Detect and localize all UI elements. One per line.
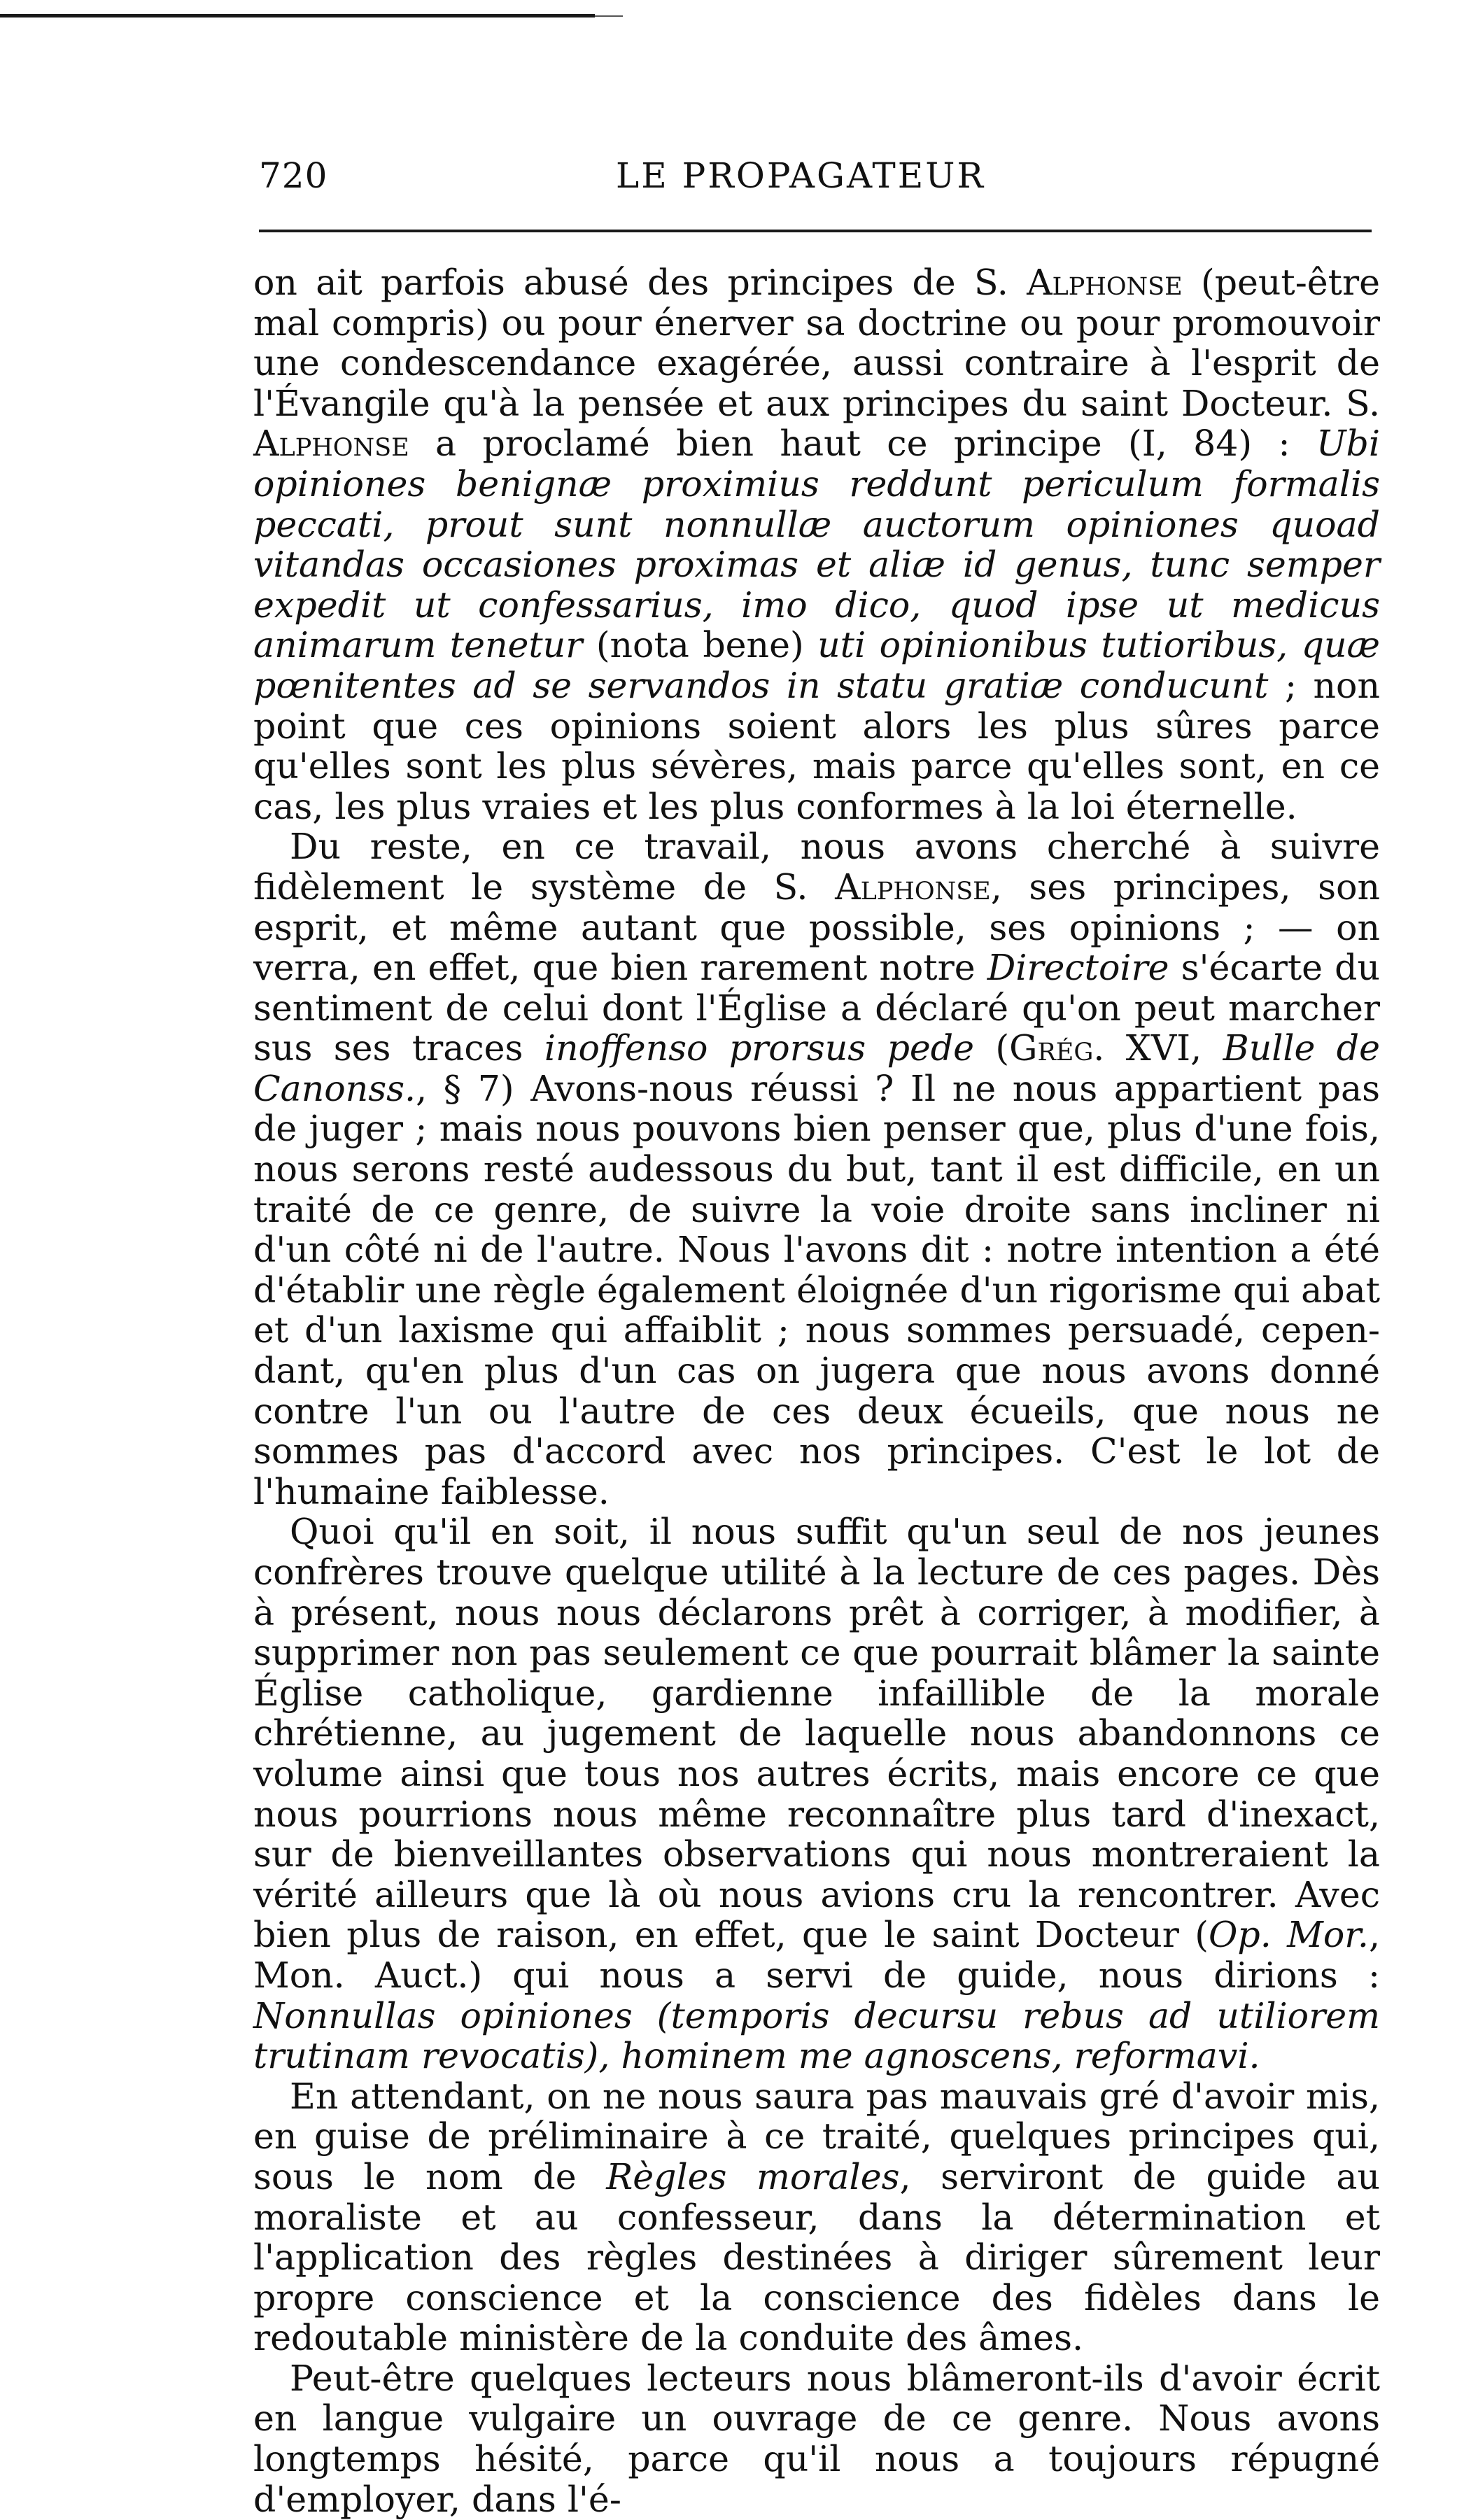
text-segment: on ait parfois abusé des principes de S. bbox=[253, 262, 1027, 303]
paragraph bbox=[253, 1512, 1380, 2076]
small-caps-text: Alphonse bbox=[835, 866, 991, 908]
text-segment: En attendant, on ne nous saura pas mauvais gré d'avoir mis, en guise de préliminaire à ce traité, quelques principes qui, sous le nom de bbox=[253, 2075, 1380, 2197]
paragraph bbox=[253, 2358, 1380, 2519]
paragraph bbox=[253, 262, 1380, 826]
text-segment: ( bbox=[974, 1027, 1010, 1069]
italic-text: Op. Mor. bbox=[1209, 1914, 1369, 1956]
header-rule bbox=[259, 230, 1372, 232]
top-edge-rule-tail bbox=[595, 15, 623, 17]
text-segment: ; non point que ces opinions soient alors les plus sûres parce qu'elles sont les plus sévères, mais parce qu'elles sont, en ce cas, les plus vraies et les plus conformes à la loi éternelle. bbox=[253, 664, 1380, 827]
italic-text: Directoire bbox=[987, 947, 1169, 989]
text-segment: (nota bene) bbox=[582, 624, 818, 666]
text-segment: a proclamé bien haut ce principe (I, 84) : bbox=[409, 423, 1316, 465]
text-segment: , Mon. Auct.) qui nous a servi de guide, nous dirions : bbox=[253, 1914, 1380, 1996]
text-segment: , ses principes, son esprit, et même autant que possible, ses opinions ; — on verra, en effet, que bien rarement notre bbox=[253, 866, 1380, 989]
text-segment: (peut-être mal compris) ou pour énerver sa doctrine ou pour promouvoir une condescendance exagérée, aussi contraire à l'esprit de l'Évangile qu'à la pensée et aux principes du saint Docteur. S. bbox=[253, 262, 1380, 424]
small-caps-text: Grég. bbox=[1009, 1027, 1105, 1069]
running-head: LE PROPAGATEUR bbox=[616, 155, 985, 196]
italic-text: inoffenso prorsus pede bbox=[544, 1027, 975, 1069]
paragraph bbox=[253, 826, 1380, 1512]
text-segment: s'écarte du sentiment de celui dont l'Église a déclaré qu'on peut marcher sus ses traces bbox=[253, 947, 1380, 1069]
page-number: 720 bbox=[259, 155, 328, 196]
small-caps-text: Alphonse bbox=[253, 423, 409, 465]
italic-text: Nonnullas opiniones (temporis decursu rebus ad utiliorem trutinam revocatis), hominem me agnoscens, reformavi. bbox=[253, 1994, 1380, 2077]
text-segment: , serviront de guide au moraliste et au confesseur, dans la détermination et l'application des règles destinées à diriger sûrement leur propre conscience et la conscience des fidèles dans le redoutable ministère de la conduite des âmes. bbox=[253, 2155, 1380, 2359]
text-segment: , § 7) Avons-nous réussi ? Il ne nous appartient pas de juger ; mais nous pouvons bien penser que, plus d'une fois, nous serons resté audessous du but, tant il est difficile, en un traité de ce genre, de suivre la voie droite sans incliner ni d'un côté ni de l'autre. Nous l'avons dit : notre intention a été d'établir une règle également éloignée d'un rigorisme qui abat et d'un laxisme qui affaiblit ; nous sommes persuadé, cependant, qu'en plus d'un cas on jugera que nous avons donné contre l'un ou l'autre de ces deux écueils, que nous ne sommes pas d'accord avec nos principes. C'est le lot de l'humaine faiblesse. bbox=[253, 1067, 1380, 1512]
italic-text: Règles morales bbox=[606, 2155, 900, 2197]
text-segment: Quoi qu'il en soit, il nous suffit qu'un seul de nos jeunes confrères trouve quelque utilité à la lecture de ces pages. Dès à présent, nous nous déclarons prêt à corriger, à modifier, à supprimer non pas seulement ce que pourrait blâmer la sainte Église catholique, gardienne infaillible de la morale chrétienne, au jugement de laquelle nous abandonnons ce volume ainsi que tous nos autres écrits, mais encore ce que nous pourrions nous même reconnaître plus tard d'inexact, sur de bienveillantes observations qui nous montreraient la vérité ailleurs que là où nous avions cru la rencontrer. Avec bien plus de raison, en effet, que le saint Docteur ( bbox=[253, 1511, 1380, 1956]
text-segment: Du reste, en ce travail, nous avons cherché à suivre fidèlement le système de S. bbox=[253, 826, 1380, 908]
text-segment: XVI, bbox=[1104, 1027, 1223, 1069]
text-segment: Peut-être quelques lecteurs nous blâmeront-ils d'avoir écrit en langue vulgaire un ouvrage de ce genre. Nous avons longtemps hésité, parce qu'il nous a toujours répugné d'employer, dans l'é- bbox=[253, 2357, 1380, 2520]
italic-text: Ubi opiniones benignæ proximius reddunt periculum formalis peccati, prout sunt nonnullæ auctorum opiniones quoad vitandas occasiones proximas et aliæ id genus, tunc semper expedit ut confessarius, imo dico, quod ipse ut medicus animarum tenetur bbox=[253, 423, 1380, 666]
italic-text: Bulle de Canonss. bbox=[253, 1027, 1380, 1109]
body-text bbox=[253, 262, 1380, 2519]
italic-text: uti opinionibus tutioribus, quæ pœnitentes ad se servandos in statu gratiæ conducunt bbox=[253, 624, 1381, 706]
small-caps-text: Alphonse bbox=[1027, 262, 1183, 303]
top-edge-rule bbox=[0, 14, 595, 17]
paragraph bbox=[253, 2076, 1380, 2358]
